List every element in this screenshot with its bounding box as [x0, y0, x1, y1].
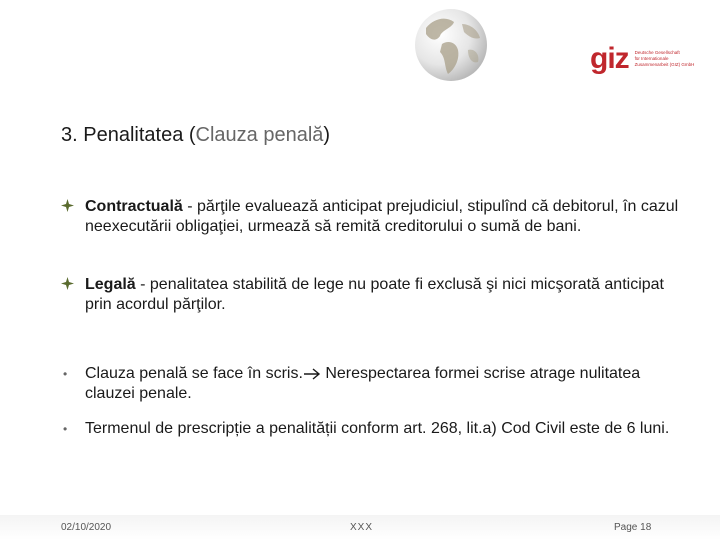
- giz-logo: [590, 44, 694, 74]
- giz-logo-line: für Internationale: [634, 56, 669, 61]
- list-item-term: Legală: [85, 276, 136, 293]
- slide-title-accent: Clauza penală: [195, 124, 324, 146]
- slide-title-suffix: ): [323, 124, 331, 146]
- diamond-bullet-icon: [61, 276, 81, 296]
- giz-logo-line: Deutsche Gesellschaft: [634, 50, 680, 55]
- footer-page-number: Page 18: [614, 522, 652, 533]
- list-item-body: [85, 364, 685, 404]
- diamond-bullet-icon: [61, 198, 81, 218]
- list-item-body: [85, 275, 685, 315]
- list-item-body: [85, 197, 685, 237]
- list-item-text: Nerespectarea formei scrise atrage nulitatea clauzei penale.: [85, 365, 641, 402]
- list-item-text: - părţile evaluează anticipat prejudiciul, stipulînd că debitorul, în cazul neexecutării obligaţiei, urmează să remită creditorului o sumă de bani.: [85, 198, 679, 235]
- giz-logo-mark: giz: [590, 42, 629, 75]
- list-item-body: Termenul de prescripție a penalității conform art. 268, lit.a) Cod Civil este de 6 luni.: [85, 420, 670, 437]
- list-item-text: - penalitatea stabilită de lege nu poate fi exclusă şi nici micşorată anticipat prin acordul părţilor.: [85, 276, 664, 313]
- bullet-icon: •: [63, 367, 68, 381]
- list-item-text: Clauza penală se face în scris.: [85, 365, 303, 382]
- list-item: [61, 197, 685, 237]
- list-item: [61, 419, 685, 439]
- footer-center: XXX: [350, 522, 374, 533]
- slide-title: [61, 124, 330, 147]
- list-item: [61, 275, 685, 315]
- footer-date: 02/10/2020: [61, 522, 112, 533]
- slide-title-prefix: 3. Penalitatea (: [61, 124, 196, 146]
- globe-icon: [412, 6, 490, 84]
- right-arrow-icon: [303, 368, 321, 380]
- giz-logo-line: Zusammenarbeit (GIZ) GmbH: [634, 62, 695, 67]
- list-item: [61, 364, 685, 404]
- bullet-icon: •: [63, 422, 68, 436]
- giz-logo-text: [635, 50, 695, 68]
- list-item-term: Contractuală: [85, 198, 183, 215]
